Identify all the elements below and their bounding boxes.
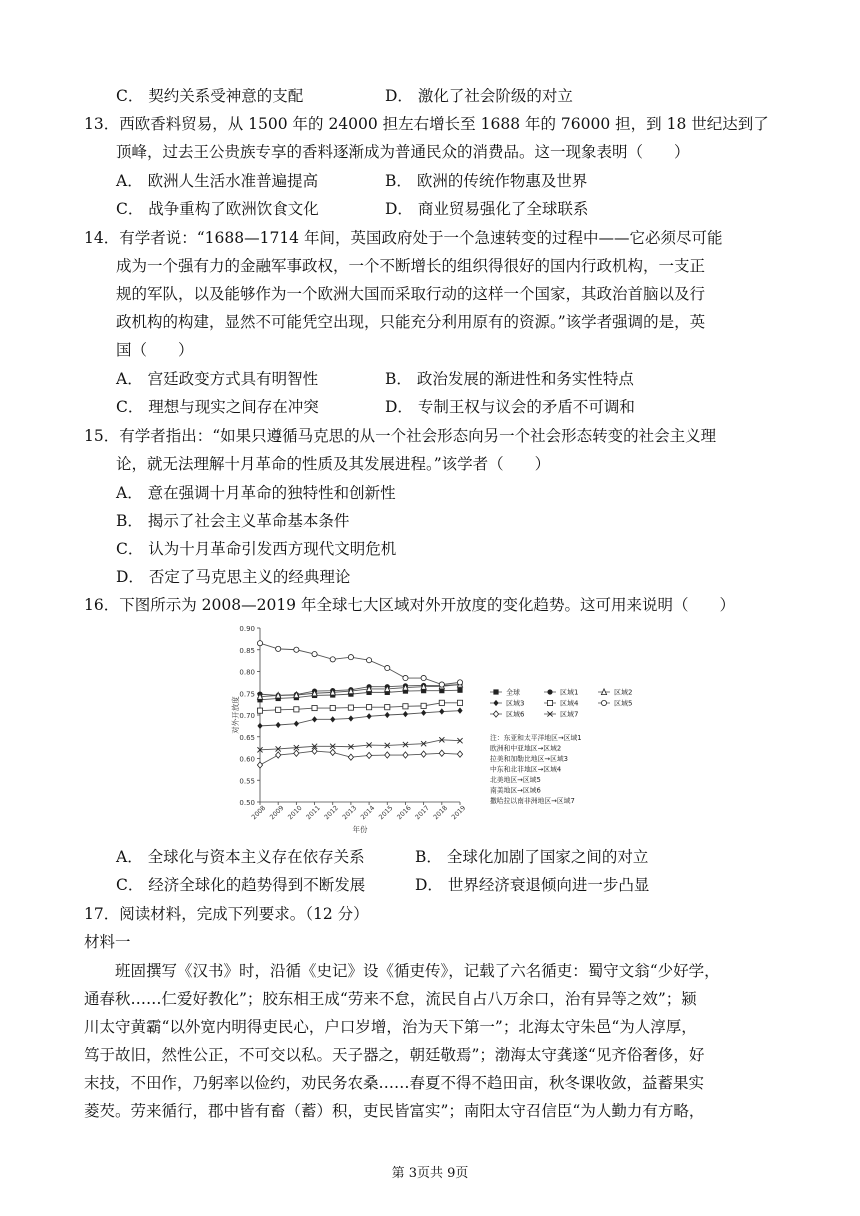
legend-label: 区域7 (560, 710, 579, 719)
data-point-series-3 (421, 710, 426, 716)
x-tick-label: 2015 (377, 803, 395, 822)
q14-stem-line-1: 14．有学者说：“1688—1714 年间，英国政府处于一个急速转变的过程中——它必须尽可能 (84, 229, 723, 247)
q17-stem: 17．阅读材料，完成下列要求。（12 分） (84, 905, 369, 923)
q14-option-a: A． 宫廷政变方式具有明智性 (116, 370, 319, 388)
data-point-series-0 (457, 688, 462, 693)
data-point-series-3 (294, 721, 299, 727)
x-tick-label: 2014 (358, 803, 377, 822)
data-point-series-4 (403, 704, 408, 709)
legend-marker (601, 700, 606, 705)
x-axis-title: 年份 (352, 825, 368, 834)
y-tick-label: 0.60 (239, 755, 255, 764)
data-point-series-5 (330, 657, 335, 662)
x-tick-label: 2017 (413, 803, 431, 822)
data-point-series-3 (312, 716, 317, 722)
legend-marker (547, 689, 552, 694)
y-tick-label: 0.85 (239, 646, 255, 655)
chart-note-line: 北美地区→区域5 (490, 776, 541, 784)
y-tick-label: 0.80 (239, 668, 255, 677)
q13-stem-line-1: 13．西欧香料贸易，从 1500 年的 24000 担左右增长至 1688 年的 76000 担，到 18 世纪达到了 (84, 115, 769, 133)
chart-note-line: 撒哈拉以南非洲地区→区域7 (490, 797, 575, 805)
data-point-series-3 (348, 715, 353, 721)
q13-option-c: C． 战争重构了欧洲饮食文化 (116, 200, 319, 218)
page-footer: 第 3页共 9页 (391, 1166, 469, 1181)
data-point-series-5 (457, 680, 462, 685)
q14-stem-line-2: 成为一个强有力的金融军事政权，一个不断增长的组织得很好的国内行政机构，一支正 (116, 257, 706, 275)
data-point-series-4 (294, 707, 299, 712)
data-point-series-4 (330, 705, 335, 710)
data-point-series-5 (385, 665, 390, 670)
q14-stem-line-3: 规的军队，以及能够作为一个欧洲大国而采取行动的这样一个国家，其政治首脑以及行 (116, 285, 706, 303)
data-point-series-3 (257, 723, 262, 729)
x-tick-label: 2013 (340, 803, 359, 822)
data-point-series-4 (366, 705, 371, 710)
q16-option-c: C． 经济全球化的趋势得到不断发展 (116, 876, 366, 894)
q15-stem-line-2: 论，就无法理解十月革命的性质及其发展进程。”该学者（ ） (116, 455, 551, 473)
data-point-series-4 (276, 707, 281, 712)
data-point-series-6 (312, 748, 317, 754)
legend-label: 全球 (506, 688, 520, 697)
openness-chart (228, 620, 648, 840)
q14-option-d: D． 专制王权与议会的矛盾不可调和 (385, 398, 635, 416)
series-line-5 (260, 643, 460, 684)
q15-stem-line-1: 15．有学者指出：“如果只遵循马克思的从一个社会形态向另一个社会形态转变的社会主义理 (84, 427, 717, 445)
x-tick-label: 2012 (322, 803, 340, 822)
q13-option-a: A． 欧洲人生活水准普遍提高 (116, 172, 319, 190)
data-point-series-4 (439, 700, 444, 705)
q16-option-a: A． 全球化与资本主义存在依存关系 (116, 848, 365, 866)
series-line-4 (260, 703, 460, 711)
data-point-series-3 (366, 713, 371, 719)
legend-marker (493, 700, 498, 706)
data-point-series-6 (439, 750, 444, 756)
y-tick-label: 0.70 (239, 712, 255, 720)
data-point-series-6 (403, 752, 408, 758)
material-paragraph-line-4: 笃于故旧，然性公正，不可交以私。天子器之，朝廷敬焉”；渤海太守龚遂“见齐俗奢侈，好 (84, 1046, 705, 1064)
data-point-series-4 (385, 705, 390, 710)
data-point-series-5 (312, 652, 317, 657)
data-point-series-3 (276, 722, 281, 728)
q16-stem-line-1: 16．下图所示为 2008—2019 年全球七大区域对外开放度的变化趋势。这可用来说明（ ） (84, 596, 735, 614)
data-point-series-5 (421, 675, 426, 680)
legend-label: 区域4 (560, 699, 579, 708)
q14-stem-line-5: 国（ ） (116, 341, 194, 359)
y-tick-label: 0.65 (239, 733, 255, 742)
data-point-series-6 (385, 752, 390, 758)
legend-label: 区域2 (614, 688, 633, 697)
data-point-series-5 (294, 647, 299, 652)
material-paragraph-line-6: 菱芡。劳来循行，郡中皆有畜（蓄）积，吏民皆富实”；南阳太守召信臣“为人勤力有方略， (84, 1102, 705, 1120)
data-point-series-3 (330, 716, 335, 722)
data-point-series-4 (348, 705, 353, 710)
series-line-3 (260, 711, 460, 726)
data-point-series-3 (457, 708, 462, 714)
data-point-series-5 (276, 646, 281, 651)
q14-option-c: C． 理想与现实之间存在冲突 (116, 398, 319, 416)
q16-option-b: B． 全球化加剧了国家之间的对立 (415, 848, 649, 866)
y-tick-label: 0.75 (239, 690, 255, 699)
q12-option-c: C． 契约关系受神意的支配 (116, 87, 304, 105)
y-tick-label: 0.55 (239, 777, 255, 786)
q13-option-b: B． 欧洲的传统作物惠及世界 (385, 172, 588, 190)
x-tick-label: 2016 (395, 803, 413, 822)
data-point-series-4 (257, 708, 262, 713)
q16-option-d: D． 世界经济衰退倾向进一步凸显 (415, 876, 650, 894)
legend-marker (547, 700, 552, 705)
data-point-series-6 (457, 751, 462, 757)
y-tick-label: 0.50 (239, 799, 255, 807)
data-point-series-4 (457, 700, 462, 705)
legend-marker (493, 711, 498, 717)
q13-stem-line-2: 顶峰，过去王公贵族专享的香料逐渐成为普通民众的消费品。这一现象表明（ ） (116, 143, 690, 161)
chart-note-line: 中东和北非地区→区域4 (490, 765, 562, 774)
q15-option-c: C． 认为十月革命引发西方现代文明危机 (116, 540, 397, 558)
q14-option-b: B． 政治发展的渐进性和务实性特点 (385, 370, 634, 388)
legend-label: 区域3 (506, 699, 525, 708)
data-point-series-4 (312, 705, 317, 710)
legend-label: 区域5 (614, 699, 633, 708)
y-axis-title: 对外开放度 (231, 696, 240, 734)
material-paragraph-line-3: 川太守黄霸“以外宽内明得吏民心，户口岁增，治为天下第一”；北海太守朱邑“为人淳厚， (84, 1018, 697, 1036)
chart-note-line: 注：东亚和太平洋地区→区域1 (490, 734, 582, 742)
legend-marker (493, 689, 498, 694)
data-point-series-4 (421, 703, 426, 708)
y-tick-label: 0.90 (239, 625, 255, 633)
series-line-7 (260, 740, 460, 750)
chart-note-line: 南美地区→区域6 (490, 786, 541, 795)
material-paragraph-line-1: 班固撰写《汉书》时，沿循《史记》设《循吏传》，记载了六名循吏：蜀守文翁“少好学， (84, 962, 720, 980)
data-point-series-6 (348, 754, 353, 760)
material-paragraph-line-5: 末技，不田作，乃躬率以俭约，劝民务农桑……春夏不得不趋田亩，秋冬课收敛，益蓄果实 (84, 1074, 705, 1092)
openness-line-chart-svg (228, 620, 648, 840)
data-point-series-3 (439, 708, 444, 714)
x-tick-label: 2019 (449, 803, 468, 822)
data-point-series-5 (257, 641, 262, 646)
data-point-series-6 (421, 751, 426, 757)
data-point-series-6 (330, 749, 335, 755)
q14-stem-line-4: 政机构的构建，显然不可能凭空出现，只能充分利用原有的资源。”该学者强调的是，英 (116, 313, 706, 331)
data-point-series-3 (385, 712, 390, 718)
data-point-series-6 (294, 750, 299, 756)
material-one-label: 材料一 (84, 933, 131, 951)
series-line-6 (260, 751, 460, 765)
q15-option-a: A． 意在强调十月革命的独特性和创新性 (116, 484, 396, 502)
material-paragraph-line-2: 通春秋……仁爱好教化”；胶东相王成“劳来不怠，流民自占八万余口，治有异等之效”；颍 (84, 990, 697, 1008)
x-tick-label: 2010 (286, 803, 304, 822)
q15-option-d: D． 否定了马克思主义的经典理论 (116, 568, 351, 586)
q12-option-d: D． 激化了社会阶级的对立 (385, 87, 573, 105)
legend-label: 区域1 (560, 688, 579, 697)
data-point-series-6 (257, 762, 262, 768)
q13-option-d: D． 商业贸易强化了全球联系 (385, 200, 589, 218)
chart-note-line: 拉美和加勒比地区→区域3 (490, 755, 568, 763)
q15-option-b: B． 揭示了社会主义革命基本条件 (116, 512, 350, 530)
x-tick-label: 2008 (249, 803, 268, 822)
x-tick-label: 2018 (431, 803, 450, 822)
legend-label: 区域6 (506, 710, 525, 719)
x-tick-label: 2009 (268, 803, 286, 822)
data-point-series-5 (403, 675, 408, 680)
data-point-series-5 (366, 658, 371, 663)
chart-note-line: 欧洲和中亚地区→区域2 (490, 744, 562, 753)
x-tick-label: 2011 (304, 803, 322, 822)
data-point-series-6 (276, 752, 281, 758)
data-point-series-5 (439, 682, 444, 687)
data-point-series-5 (348, 655, 353, 660)
data-point-series-6 (366, 752, 371, 758)
data-point-series-3 (403, 711, 408, 717)
